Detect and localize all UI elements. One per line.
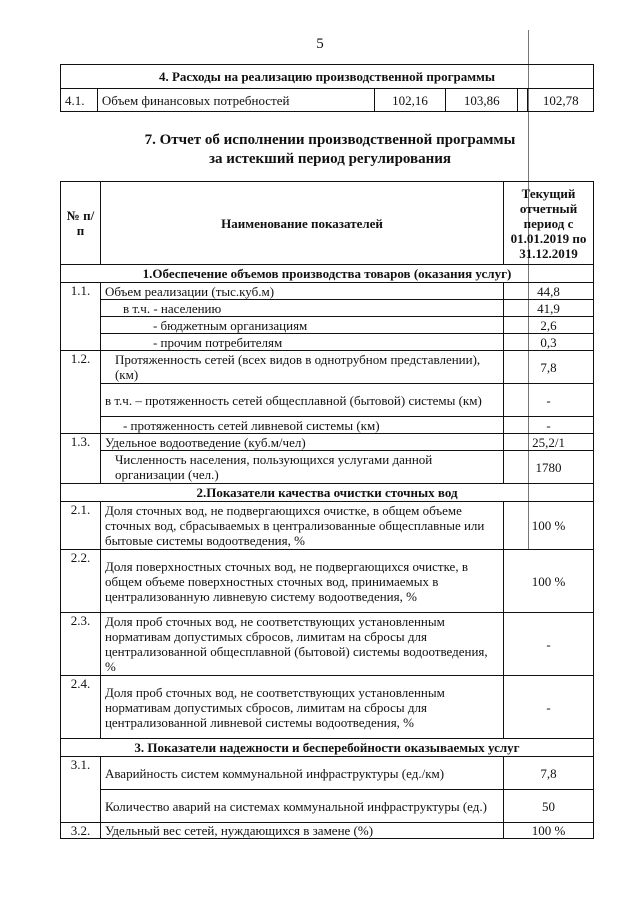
row-value: 7,8 [504, 351, 594, 384]
table-row [61, 334, 594, 351]
table-row [61, 417, 594, 434]
table-row [61, 550, 594, 613]
row-value-1: 102,16 [374, 89, 446, 112]
row-value: 2,6 [504, 317, 594, 334]
row-value: 41,9 [504, 300, 594, 317]
table-row [61, 613, 594, 676]
row-name: в т.ч. – протяженность сетей общесплавной (бытовой) системы (км) [100, 384, 503, 417]
row-number: 4.1. [61, 89, 98, 112]
row-value: 1780 [504, 451, 594, 484]
group-title: 2.Показатели качества очистки сточных вод [61, 484, 594, 502]
row-name: - протяженность сетей ливневой системы (км) [100, 417, 503, 434]
report-table [60, 181, 594, 839]
row-number: 2.2. [61, 550, 101, 613]
row-value: 100 % [504, 550, 594, 613]
row-number: 2.4. [61, 676, 101, 739]
row-value: - [504, 417, 594, 434]
row-number: 1.1. [61, 283, 101, 351]
row-name: Объем финансовых потребностей [97, 89, 374, 112]
expenses-table [60, 64, 594, 112]
row-value: 0,3 [504, 334, 594, 351]
row-value: 100 % [504, 502, 594, 550]
row-value: - [504, 676, 594, 739]
group-title: 3. Показатели надежности и бесперебойности оказываемых услуг [61, 739, 594, 757]
group-title: 1.Обеспечение объемов производства товаров (оказания услуг) [61, 265, 594, 283]
row-value: 7,8 [504, 757, 594, 790]
row-number: 2.3. [61, 613, 101, 676]
table-header-row [61, 182, 594, 265]
row-name: Доля проб сточных вод, не соответствующих установленным нормативам допустимых сбросов, лимитам на сбросы для централизованной общесплавной (бытовой) системы водоотведения, % [100, 613, 503, 676]
table-row [61, 434, 594, 451]
page-number: 5 [316, 36, 324, 52]
row-name: - прочим потребителям [100, 334, 503, 351]
row-name: Удельный вес сетей, нуждающихся в замене (%) [100, 823, 503, 839]
table-row [61, 384, 594, 417]
row-value: 25,2/1 [504, 434, 594, 451]
row-value-4: 102,78 [528, 89, 594, 112]
row-name: Объем реализации (тыс.куб.м) [100, 283, 503, 300]
row-name: Численность населения, пользующихся услугами данной организации (чел.) [100, 451, 503, 484]
table-row [61, 823, 594, 839]
row-value: 50 [504, 790, 594, 823]
table-row [61, 317, 594, 334]
table-row [61, 89, 594, 112]
row-value-2: 103,86 [446, 89, 518, 112]
table-row [61, 790, 594, 823]
row-number: 1.3. [61, 434, 101, 484]
report-title-line2: за истекший период регулирования [208, 151, 452, 167]
row-value: 100 % [504, 823, 594, 839]
table-row [61, 300, 594, 317]
row-number: 1.2. [61, 351, 101, 434]
col-header-number: № п/п [61, 182, 101, 265]
col-header-value: Текущий отчетный период с 01.01.2019 по 31.12.2019 [504, 182, 594, 265]
section4-header: 4. Расходы на реализацию производственной программы [61, 65, 594, 89]
row-value: - [504, 613, 594, 676]
row-name: Количество аварий на системах коммунальной инфраструктуры (ед.) [100, 790, 503, 823]
row-name: в т.ч. - населению [100, 300, 503, 317]
row-value: - [504, 384, 594, 417]
report-title-line1: 7. Отчет об исполнении производственной программы [144, 132, 516, 148]
table-row [61, 451, 594, 484]
row-name: Доля проб сточных вод, не соответствующих установленным нормативам допустимых сбросов, лимитам на сбросы для централизованной ливневой системы водоотведения, % [100, 676, 503, 739]
row-name: Протяженность сетей (всех видов в однотрубном представлении), (км) [100, 351, 503, 384]
table-row [61, 351, 594, 384]
table-row [61, 676, 594, 739]
row-name: Доля поверхностных сточных вод, не подвергающихся очистке, в общем объеме поверхностных сточных вод, принимаемых в централизованную ливневую систему водоотведения, % [100, 550, 503, 613]
row-number: 3.2. [61, 823, 101, 839]
table-row [61, 502, 594, 550]
row-number: 2.1. [61, 502, 101, 550]
row-name: Удельное водоотведение (куб.м/чел) [100, 434, 503, 451]
table-row [61, 757, 594, 790]
col-header-name: Наименование показателей [100, 182, 503, 265]
row-name: Аварийность систем коммунальной инфраструктуры (ед./км) [100, 757, 503, 790]
table-row [61, 283, 594, 300]
row-value-3 [518, 89, 528, 112]
row-name: Доля сточных вод, не подвергающихся очистке, в общем объеме сточных вод, сбрасываемых в централизованные общесплавные или бытовые системы водоотведения, % [100, 502, 503, 550]
row-value: 44,8 [504, 283, 594, 300]
row-number: 3.1. [61, 757, 101, 823]
table-header-row [61, 65, 594, 89]
row-name: - бюджетным организациям [100, 317, 503, 334]
